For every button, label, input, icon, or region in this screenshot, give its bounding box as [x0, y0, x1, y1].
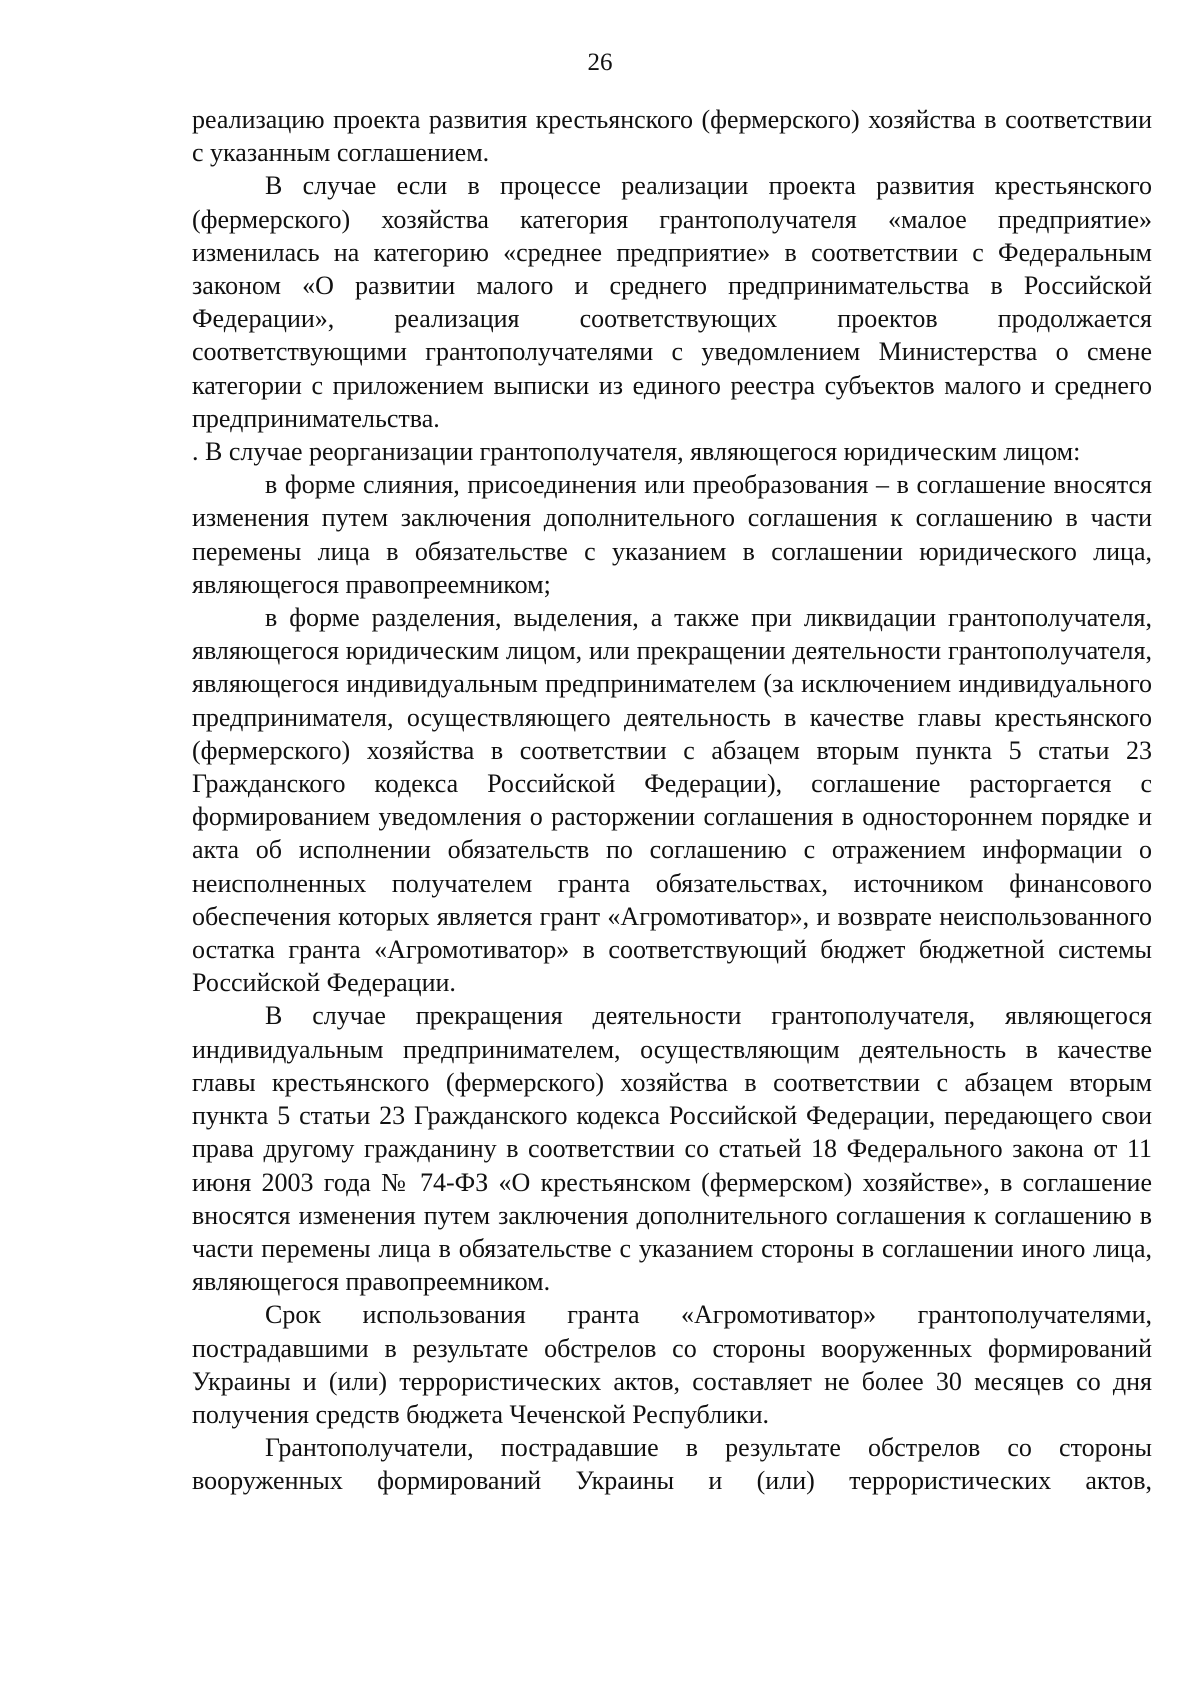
paragraph-merger: в форме слияния, присоединения или преобразования – в соглашение вносятся изменения путем заключения дополнительного соглашения к соглашению в части перемены лица в обязательстве с указанием в соглашении юридического лица, являющегося правопреемником;: [192, 470, 1152, 599]
page-number: 26: [587, 49, 613, 76]
paragraph-grant-recipients: Грантополучатели, пострадавшие в результате обстрелов со стороны вооруженных формирований Украины и (или) террористических актов,: [192, 1433, 1152, 1496]
paragraph-category-change: В случае если в процессе реализации проекта развития крестьянского (фермерского) хозяйства категория грантополучателя «малое предприятие» изменилась на категорию «среднее предприятие» в соответствии с Федеральным законом «О развитии малого и среднего предпринимательства в Российской Федерации», реализация соответствующих проектов продолжается соответствующими грантополучателями с уведомлением Министерства о смене категории с приложением выписки из единого реестра субъектов малого и среднего предпринимательства.: [192, 171, 1152, 433]
paragraph-termination-entrepreneur: В случае прекращения деятельности грантополучателя, являющегося индивидуальным предпринимателем, осуществляющим деятельность в качестве главы крестьянского (фермерского) хозяйства в соответствии с абзацем вторым пункта 5 статьи 23 Гражданского кодекса Российской Федерации, передающего свои права другому гражданину в соответствии со статьей 18 Федерального закона от 11 июня 2003 года № 74-ФЗ «О крестьянском (фермерском) хозяйстве», в соглашение вносятся изменения путем заключения дополнительного соглашения к соглашению в части перемены лица в обязательстве с указанием стороны в соглашении иного лица, являющегося правопреемником.: [192, 1001, 1152, 1297]
document-body: [192, 103, 1152, 1498]
paragraph-grant-term: Срок использования гранта «Агромотиватор» грантополучателями, пострадавшими в результате обстрелов со стороны вооруженных формирований Украины и (или) террористических актов, составляет не более 30 месяцев со дня получения средств бюджета Чеченской Республики.: [192, 1300, 1152, 1429]
paragraph-division-liquidation: в форме разделения, выделения, а также при ликвидации грантополучателя, являющегося юридическим лицом, или прекращении деятельности грантополучателя, являющегося индивидуальным предпринимателем (за исключением индивидуального предпринимателя, осуществляющего деятельность в качестве главы крестьянского (фермерского) хозяйства в соответствии с абзацем вторым пункта 5 статьи 23 Гражданского кодекса Российской Федерации), соглашение расторгается с формированием уведомления о расторжении соглашения в одностороннем порядке и акта об исполнении обязательств по соглашению с отражением информации о неисполненных получателем гранта обязательствах, источником финансового обеспечения которых является грант «Агромотиватор», и возврате неиспользованного остатка гранта «Агромотиватор» в соответствующий бюджет бюджетной системы Российской Федерации.: [192, 603, 1152, 998]
paragraph-continuation: реализацию проекта развития крестьянского (фермерского) хозяйства в соответствии с указанным соглашением.: [192, 105, 1152, 168]
paragraph-reorganization: . В случае реорганизации грантополучателя, являющегося юридическим лицом:: [192, 437, 1081, 467]
